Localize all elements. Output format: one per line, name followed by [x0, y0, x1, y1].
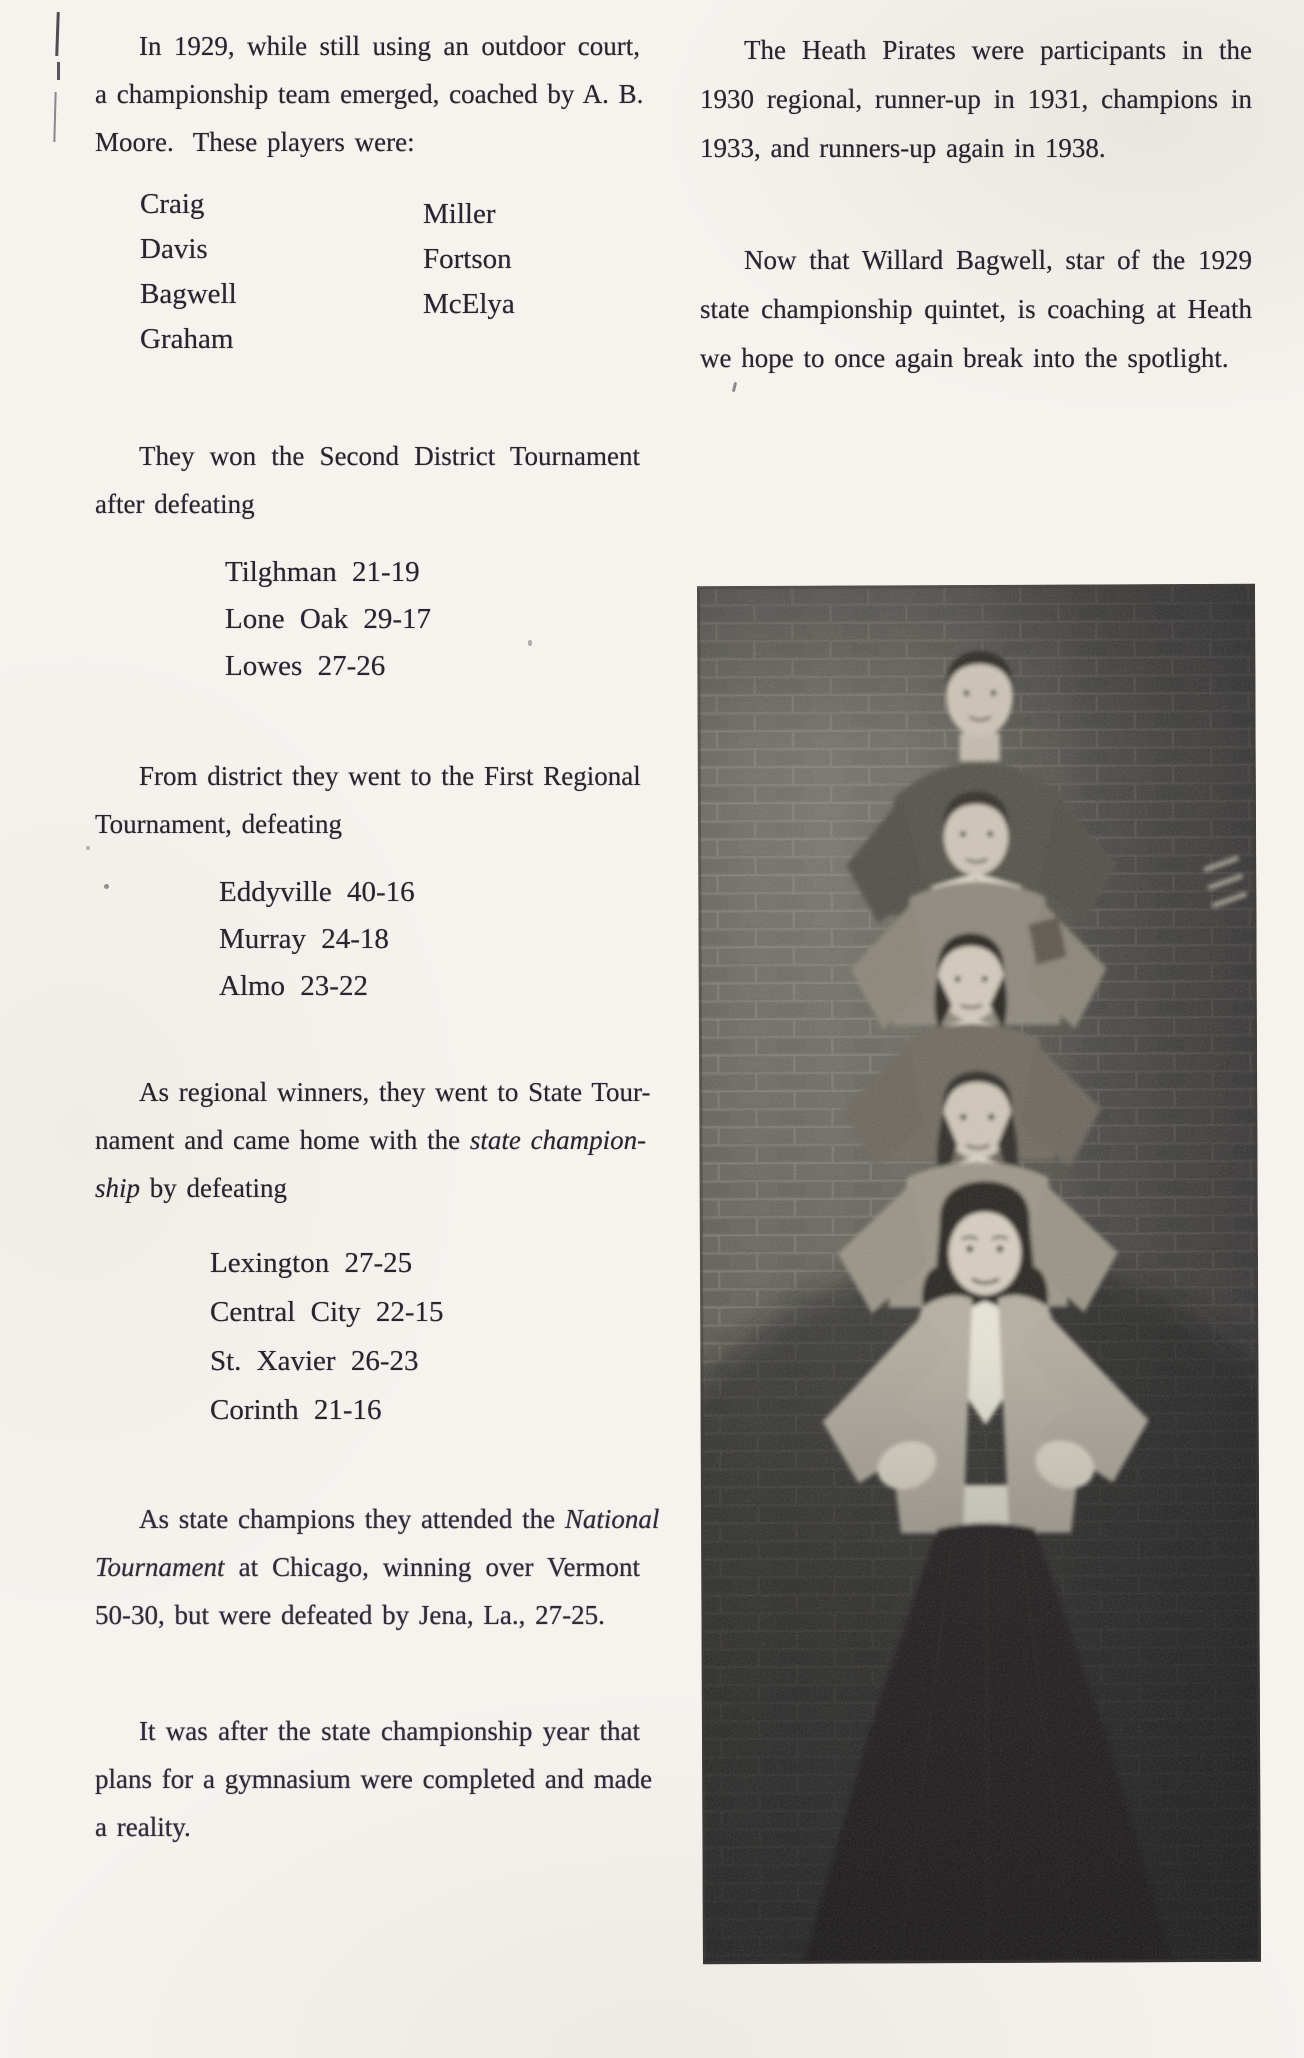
- paragraph-line: we hope to once again break into the spotlight.: [700, 343, 1229, 373]
- scan-artifact: [55, 12, 60, 56]
- score-line: Lexington 27-25: [210, 1247, 413, 1279]
- italic-text-segment: state champion-: [469, 1125, 647, 1155]
- paragraph-line: It was after the state championship year that: [139, 1716, 640, 1746]
- paragraph-line: 50-30, but were defeated by Jena, La., 27-25.: [95, 1600, 605, 1630]
- paragraph-line: In 1929, while still using an outdoor court,: [139, 31, 640, 61]
- scan-artifact: [57, 62, 60, 80]
- italic-text-segment: National: [564, 1504, 660, 1534]
- paragraph-line: [95, 1164, 640, 1212]
- paragraph-line: 1933, and runners-up again in 1938.: [700, 133, 1106, 163]
- paragraph-line: a championship team emerged, coached by A. B.: [95, 79, 644, 109]
- player-name: Craig: [140, 188, 205, 220]
- national-paragraph: [95, 1495, 660, 1639]
- paragraph-line: Moore. These players were:: [95, 127, 415, 157]
- score-line: St. Xavier 26-23: [210, 1345, 419, 1377]
- paragraph-line: They won the Second District Tournament: [139, 441, 640, 471]
- score-line: Tilghman 21-19: [225, 556, 420, 588]
- player-list-column-2: [423, 192, 515, 327]
- paragraph-line: Tournament, defeating: [95, 809, 343, 839]
- paragraph-line: 1930 regional, runner-up in 1931, champions in: [700, 84, 1252, 114]
- photo-cheerleaders: [697, 584, 1261, 1964]
- score-line: Lowes 27-26: [225, 650, 386, 682]
- text-segment: As state champions they attended the: [139, 1504, 565, 1534]
- score-line: Eddyville 40-16: [219, 876, 415, 908]
- paragraph-line: [95, 1495, 660, 1543]
- score-line: Central City 22-15: [210, 1296, 444, 1328]
- paragraph-line: after defeating: [95, 489, 255, 519]
- score-line: Almo 23-22: [219, 970, 368, 1002]
- state-paragraph: [95, 1068, 651, 1212]
- history-paragraph: [700, 26, 1252, 173]
- player-list-column-1: [140, 182, 237, 362]
- paragraph-line: Now that Willard Bagwell, star of the 1929: [744, 245, 1252, 275]
- state-score-list: [210, 1239, 443, 1435]
- scan-artifact: [86, 846, 90, 850]
- text-segment: nament and came home with the: [95, 1125, 470, 1155]
- paragraph-line: [95, 1116, 647, 1164]
- score-line: Murray 24-18: [219, 923, 389, 955]
- district-paragraph: [95, 432, 640, 528]
- paragraph-line: a reality.: [95, 1812, 191, 1842]
- paragraph-line: From district they went to the First Regional: [139, 761, 641, 791]
- score-line: Lone Oak 29-17: [225, 603, 432, 635]
- gymnasium-paragraph: [95, 1707, 653, 1851]
- scan-artifact: [53, 92, 56, 142]
- paragraph-line: As regional winners, they went to State Tour-: [139, 1077, 651, 1107]
- player-name: Fortson: [423, 243, 512, 275]
- player-name: Graham: [140, 323, 234, 355]
- text-segment: by defeating: [140, 1173, 287, 1203]
- player-name: Davis: [140, 233, 208, 265]
- regional-paragraph: [95, 752, 640, 848]
- player-name: McElya: [423, 288, 515, 320]
- paragraph-line: plans for a gymnasium were completed and made: [95, 1764, 653, 1794]
- italic-text-segment: Tournament: [95, 1552, 225, 1582]
- district-score-list: [225, 549, 431, 690]
- intro-paragraph: [95, 22, 644, 166]
- bagwell-paragraph: [700, 236, 1252, 383]
- paragraph-line: [95, 1543, 640, 1591]
- italic-text-segment: ship: [95, 1173, 141, 1203]
- regional-score-list: [219, 869, 415, 1010]
- scan-artifact: [528, 640, 532, 646]
- scan-artifact: [732, 382, 737, 392]
- player-name: Miller: [423, 198, 496, 230]
- scan-artifact: [104, 884, 109, 889]
- text-segment: at Chicago, winning over Vermont: [224, 1552, 640, 1582]
- score-line: Corinth 21-16: [210, 1394, 382, 1426]
- paragraph-line: state championship quintet, is coaching at Heath: [700, 294, 1252, 324]
- player-name: Bagwell: [140, 278, 237, 310]
- paragraph-line: The Heath Pirates were participants in the: [744, 35, 1252, 65]
